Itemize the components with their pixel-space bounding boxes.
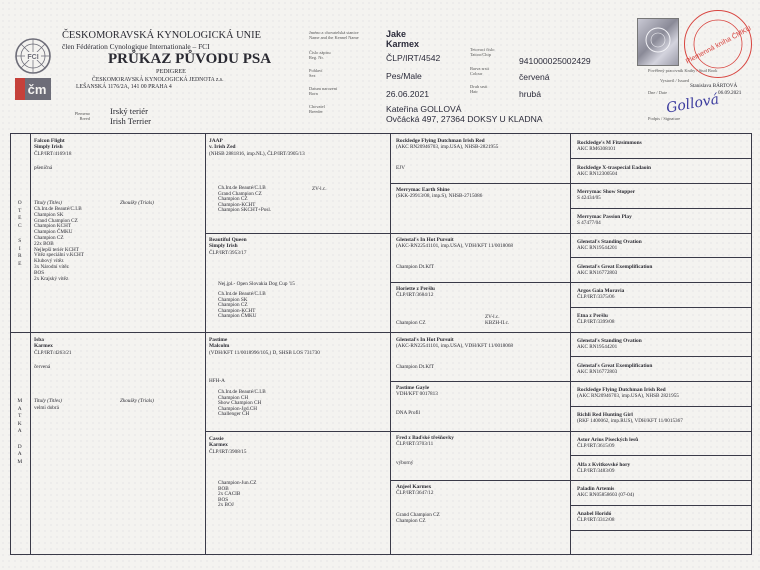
gen4-6-name: Argos Gaia Moravia <box>577 288 625 294</box>
gen4-10 <box>577 387 749 400</box>
gen3-sdd-name: Horiette z Peršlu <box>396 286 435 292</box>
gen4-0-reg: AKC RM6308101 <box>577 146 616 153</box>
gen2-ds <box>209 337 387 356</box>
dog-name-line2: Karmex <box>386 39 420 49</box>
tattoo-label: Tetovací číslo Tattoo/Chip <box>470 47 495 57</box>
gen2-sd-note: Nej.jpl.- Open Slovakia Dog Cup '15 <box>218 281 295 287</box>
gen4-9-reg: AKC RN16772803 <box>577 369 618 376</box>
dog-tattoo: 941000025002429 <box>519 56 591 66</box>
gen3-dds-reg: ČLP/IRT/3703/11 <box>396 441 434 448</box>
dog-reg: ČLP/IRT/4542 <box>386 53 441 63</box>
gen3-dsd <box>396 385 566 416</box>
org-name: ČESKOMORAVSKÁ KYNOLOGICKÁ UNIE <box>62 30 261 41</box>
gen4-3-name: Merrymac Passion Play <box>577 214 632 220</box>
gen2-ss-name1: JAAP <box>209 138 223 144</box>
dam-name2: Karmex <box>34 343 53 350</box>
gen2-ss-titles: Ch.Int.de Beauté/C.I.B Grand Champion CZ Champion CZ Champion-KCHT Champion SKCHT+Posl. <box>218 185 272 214</box>
gen3-sss-reg: (AKC RN20946703, imp.USA), NHSB-2821955 <box>396 144 499 151</box>
born-label: Datum narození Born <box>309 86 338 96</box>
sire-reg: ČLP/IRT/4169/18 <box>34 150 72 157</box>
gen4-4-reg: AKC RN19544201 <box>577 245 618 252</box>
ckj-logo <box>12 34 54 102</box>
breed-cz: Irský teriér <box>110 106 148 116</box>
gen4-15 <box>577 511 749 524</box>
gen3-ssd-name: Merrymac Earth Shine <box>396 187 450 193</box>
stamp-text: Plemenná kniha ČMKU <box>685 25 751 66</box>
gen2-ss-exams: ZV-l.c. <box>312 186 327 192</box>
gen4-13 <box>577 462 749 475</box>
gen4-13-reg: ČLP/IRT/3483/09 <box>577 468 615 475</box>
dam-exam-value: velmi dobrá <box>34 405 59 411</box>
gen3-sss-name: Rockledge Flying Dutchman Irish Red <box>396 138 485 144</box>
sire-titles: Ch.Int.de Beauté/C.I.B Champion SK Grand Champion CZ Champion KCHT Champion ČMKU Champion CZ 22x BOB Nejlepší teriér KCHT Vítěz speciální v.KCHT Klubový vítěz 3x Národní vítěz BOS 2x Krajský vítěz <box>34 206 84 282</box>
date-label: Dne / Date <box>648 90 668 95</box>
dog-colour: červená <box>519 72 550 82</box>
gen3-sdd <box>396 286 566 299</box>
gen4-8-name: Glenstal's Standing Ovation <box>577 338 642 344</box>
gen4-13-name: Alfa z Kvitkovské hory <box>577 462 631 468</box>
gen2-dd-name2: Karmex <box>209 442 228 449</box>
gen4-14 <box>577 486 749 499</box>
sex-label: Pohlaví Sex <box>309 68 323 78</box>
hologram-sticker <box>637 18 679 66</box>
gen3-sds <box>396 237 566 270</box>
signature-label: Podpis / Signature <box>648 116 681 121</box>
gen3-dds-extra: výborný <box>396 459 414 466</box>
gen2-ss-name2: v. Irish Zed <box>209 144 236 151</box>
issued-label: Vystavil / Issued <box>660 78 690 83</box>
studbook-label: Pověřený pracovník Knihy / Stud Book <box>648 68 718 73</box>
gen3-dss-reg: (AKC-RN22541101, imp.USA), VDH/KFT 11/0018068 <box>396 343 514 350</box>
gen2-sd-reg: ČLP/IRT/3953/17 <box>209 249 247 256</box>
gen2-ss <box>209 138 387 157</box>
gen2-sd-titles: Ch.Int.de Beauté/C.I.B Champion SK Champion CZ Champion-KCHT Champion ČMKU <box>218 291 266 320</box>
gen2-ds-name2: Malcolm <box>209 343 230 350</box>
gen3-dsd-reg: VDH/KFT 0017813 <box>396 391 438 398</box>
gen4-12-name: Astor Arius Piseckých lesů <box>577 437 639 443</box>
gen3-sdd-reg: ČLP/IRT/3684/12 <box>396 292 434 299</box>
breed-label-cz: Plemeno <box>74 111 90 116</box>
hair-label: Druh srsti Hair <box>470 84 488 94</box>
gen2-ds-name1: Pastime <box>209 337 228 343</box>
signature: Gollová <box>665 91 721 117</box>
gen4-6-reg: ČLP/IRT/3375/06 <box>577 294 615 301</box>
sire-name2: Simply Irish <box>34 144 63 151</box>
gen4-11-reg: (RKF 1400062, imp.RUS), VDH/KFT 11/0015367 <box>577 418 683 425</box>
gen4-15-name: Anabel Horidó <box>577 511 612 517</box>
gen2-ds-titles: Ch.Int.de Beauté/C.I.B Champion CH Show Champion CH Champion-Jgd.CH Challenger CH <box>218 389 266 418</box>
gen3-sds-extra: Champion Dt.KfT <box>396 263 435 270</box>
gen2-sd-name2: Simply Irish <box>209 243 238 250</box>
fci-logo-text: FCI <box>27 54 39 61</box>
dam-reg: ČLP/IRT/4263/21 <box>34 349 72 356</box>
gen3-dss-name: Glenstal's In Hot Pursuit <box>396 337 454 343</box>
gen4-6 <box>577 288 749 301</box>
gen4-2-reg: S 42434/05 <box>577 195 601 202</box>
breeder-label: Chovatel Breeder <box>309 104 325 114</box>
name-label: Jméno a chovatelská stanice Name and the Kennel Name <box>309 30 359 40</box>
gen4-10-name: Rockledge Flying Dutchman Irish Red <box>577 387 666 393</box>
gen4-8 <box>577 338 749 351</box>
breeder-name: Kateřina GOLLOVÁ <box>386 104 462 114</box>
gen4-5 <box>577 264 749 277</box>
gen4-7 <box>577 313 749 326</box>
gen4-10-reg: (AKC RN20946703, imp.USA), NHSB 2821955 <box>577 393 679 400</box>
gen4-4 <box>577 239 749 252</box>
gen4-0 <box>577 140 749 153</box>
issuer-address: LEŠANSKÁ 1176/2A, 141 00 PRAHA 4 <box>76 84 172 90</box>
gen4-1 <box>577 165 749 178</box>
gen3-ddd <box>396 484 566 497</box>
dam-side-label: M A T K A D A M <box>17 398 23 465</box>
gen4-2 <box>577 189 749 202</box>
gen4-5-reg: AKC RN16772803 <box>577 270 618 277</box>
doc-title: PRŮKAZ PŮVODU PSA <box>108 51 272 67</box>
gen4-2-name: Merrymac Show Stopper <box>577 189 636 195</box>
gen4-5-name: Glenstal's Great Exemplification <box>577 264 653 270</box>
gen3-dds-name: Fred z Baďské třešňovky <box>396 435 454 441</box>
gen2-sd <box>209 237 387 256</box>
sire-exams-label: Zkoušky (Trials) <box>120 200 154 206</box>
dog-born: 26.06.2021 <box>386 89 430 99</box>
gen4-3 <box>577 214 749 227</box>
reg-label: Číslo zápisu Reg. Nr. <box>309 50 331 60</box>
org-member: člen Fédération Cynologique Internationale – FCI <box>62 42 210 51</box>
gen3-sds-reg: (AKC-RN22541101, imp.USA), VDH/KFT 11/0018068 <box>396 243 514 250</box>
gen2-dd-name1: Cassie <box>209 436 224 442</box>
gen3-ssd <box>396 187 566 200</box>
gen2-dd-reg: ČLP/IRT/3908/15 <box>209 448 247 455</box>
gen3-dsd-name: Pastime Gayle <box>396 385 430 391</box>
gen4-12-reg: ČLP/IRT/3615/09 <box>577 443 615 450</box>
ckj-logo-text: čm <box>27 82 47 97</box>
gen3-sdd-exams: ZV-l.c. KBZH-II.c. <box>485 314 510 327</box>
issue-date: 06.09.2021 <box>718 90 742 96</box>
sire-cell <box>34 138 202 171</box>
sire-side-label: O T E C S I R E <box>17 200 23 267</box>
gen3-dds <box>396 435 566 466</box>
issuer-name-value: Stanislava BÁRTOVÁ <box>690 83 738 89</box>
gen4-8-reg: AKC RN19544201 <box>577 344 618 351</box>
gen4-1-name: Rockledge X-traspecial Eadaoin <box>577 165 651 171</box>
gen4-9-name: Glenstal's Great Exemplification <box>577 363 653 369</box>
gen3-dss-extra: Champion Dt.KfT <box>396 363 435 370</box>
gen3-ddd-reg: ČLP/IRT/3647/12 <box>396 490 434 497</box>
gen3-sdd-extra: Champion CZ <box>396 320 426 326</box>
dam-colour: červená <box>34 364 51 371</box>
gen4-14-name: Paladin Artemis <box>577 486 615 492</box>
gen2-dd-titles: Champion-Jun.CZ BOB 2x CACIB BOS 2x BOJ <box>218 480 257 509</box>
gen3-sss-extra: EJV <box>396 164 405 171</box>
sire-titles-label: Tituly (Titles) <box>34 200 62 206</box>
dog-name-line1: Jake <box>386 29 407 39</box>
issuer-name: ČESKOMORAVSKÁ KYNOLOGICKÁ JEDNOTA z.s. <box>92 77 224 83</box>
dog-hair: hrubá <box>519 89 541 99</box>
dam-titles-label: Tituly (Titles) <box>34 398 62 404</box>
gen4-11-name: Richli Red Hunting Girl <box>577 412 633 418</box>
gen4-3-reg: S 47477/04 <box>577 220 601 227</box>
gen2-ss-reg: (NHSB 2881816, imp.NL), ČLP/IRT/3905/13 <box>209 150 305 157</box>
gen2-ds-reg: (VDH/KFT 11/0018996/105,) D, SHSB LOS 731730 <box>209 349 320 356</box>
gen4-7-name: Etna z Peršlu <box>577 313 608 319</box>
gen4-14-reg: AKC RN05858603 (07-04) <box>577 492 635 499</box>
gen4-0-name: Rockledge's M Fitzsimmons <box>577 140 642 146</box>
gen4-4-name: Glenstal's Standing Ovation <box>577 239 642 245</box>
gen2-sd-name1: Beautiful Queen <box>209 237 247 243</box>
breeder-address: Ovčácká 497, 27364 DOKSY U KLADNA <box>386 114 543 124</box>
gen2-ds-note: HFH-A <box>209 378 225 384</box>
colour-label: Barva srsti Colour <box>470 66 489 76</box>
gen4-9 <box>577 363 749 376</box>
breed-label-en: Breed <box>79 116 90 121</box>
dog-sex: Pes/Male <box>386 71 422 81</box>
breed-en: Irish Terrier <box>110 116 151 126</box>
gen4-12 <box>577 437 749 450</box>
gen3-ddd-extra: Grand Champion CZ Champion CZ <box>396 512 440 525</box>
dam-name1: Isba <box>34 337 44 343</box>
gen4-15-reg: ČLP/IRT/3312/08 <box>577 517 615 524</box>
gen3-dsd-extra: DNA Profil <box>396 409 421 416</box>
dam-exams-label: Zkoušky (Trials) <box>120 398 154 404</box>
gen3-sds-name: Glenstal's In Hot Pursuit <box>396 237 454 243</box>
gen2-dd <box>209 436 387 455</box>
gen4-1-reg: AKC RN12300504 <box>577 171 618 178</box>
gen4-11 <box>577 412 749 425</box>
dam-cell <box>34 337 202 370</box>
gen3-ddd-name: Anjeel Karmex <box>396 484 432 490</box>
gen3-dss <box>396 337 566 370</box>
sire-colour: pšeničná <box>34 165 53 172</box>
sire-name1: Falcon Flight <box>34 138 65 144</box>
gen3-sss <box>396 138 566 171</box>
gen3-ssd-reg: (SKK-29913/08, imp.S), NHSB-2715086 <box>396 193 483 200</box>
gen4-7-reg: ČLP/IRT/3399/08 <box>577 319 615 326</box>
doc-subtitle: PEDIGREE <box>156 68 186 75</box>
